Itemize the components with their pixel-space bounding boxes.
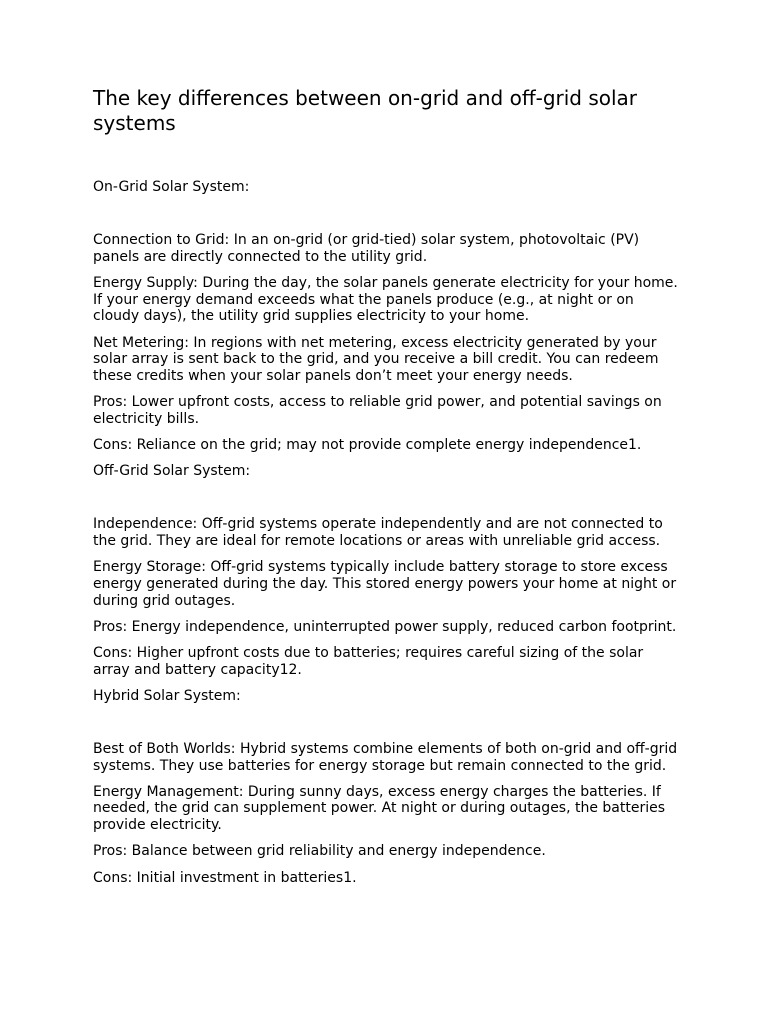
paragraph: Energy Supply: During the day, the solar panels generate electricity for your home. If your energy demand exceeds what the panels produce (e.g., at night or on cloudy days), the utility grid supplies electricity to your home. bbox=[93, 274, 678, 325]
document-title: The key differences between on-grid and off-grid solar systems bbox=[93, 86, 638, 135]
paragraph: Energy Storage: Off-grid systems typically include battery storage to store excess energy generated during the day. This stored energy powers your home at night or during grid outages. bbox=[93, 559, 677, 609]
paragraph: Cons: Reliance on the grid; may not provide complete energy independence1. bbox=[93, 437, 642, 454]
section-hybrid bbox=[93, 688, 678, 886]
section-heading: Off-Grid Solar System: bbox=[93, 463, 251, 480]
section-off-grid bbox=[93, 463, 678, 678]
paragraph: Energy Management: During sunny days, excess energy charges the batteries. If needed, the grid can supplement power. At night or during outages, the batteries provide electricity. bbox=[93, 783, 666, 834]
paragraph: Pros: Lower upfront costs, access to reliable grid power, and potential savings on electricity bills. bbox=[93, 394, 662, 427]
document-page bbox=[93, 86, 678, 896]
section-heading: Hybrid Solar System: bbox=[93, 687, 241, 704]
paragraph: Best of Both Worlds: Hybrid systems combine elements of both on-grid and off-grid systems. They use batteries for energy storage but remain connected to the grid. bbox=[93, 740, 678, 774]
paragraph: Net Metering: In regions with net metering, excess electricity generated by your solar array is sent back to the grid, and you receive a bill credit. You can redeem these credits when your solar panels don’t meet your energy needs. bbox=[93, 334, 659, 384]
paragraph: Cons: Higher upfront costs due to batteries; requires careful sizing of the solar array and battery capacity12. bbox=[93, 644, 644, 678]
section-heading: On-Grid Solar System: bbox=[93, 179, 250, 195]
paragraph: Connection to Grid: In an on-grid (or grid-tied) solar system, photovoltaic (PV) panels are directly connected to the utility grid. bbox=[93, 232, 640, 265]
paragraph: Independence: Off-grid systems operate independently and are not connected to the grid. They are ideal for remote locations or areas with unreliable grid access. bbox=[93, 516, 663, 549]
paragraph: Pros: Balance between grid reliability and energy independence. bbox=[93, 843, 546, 860]
paragraph: Cons: Initial investment in batteries1. bbox=[93, 869, 357, 886]
paragraph: Pros: Energy independence, uninterrupted power supply, reduced carbon footprint. bbox=[93, 618, 677, 635]
section-on-grid bbox=[93, 179, 678, 454]
